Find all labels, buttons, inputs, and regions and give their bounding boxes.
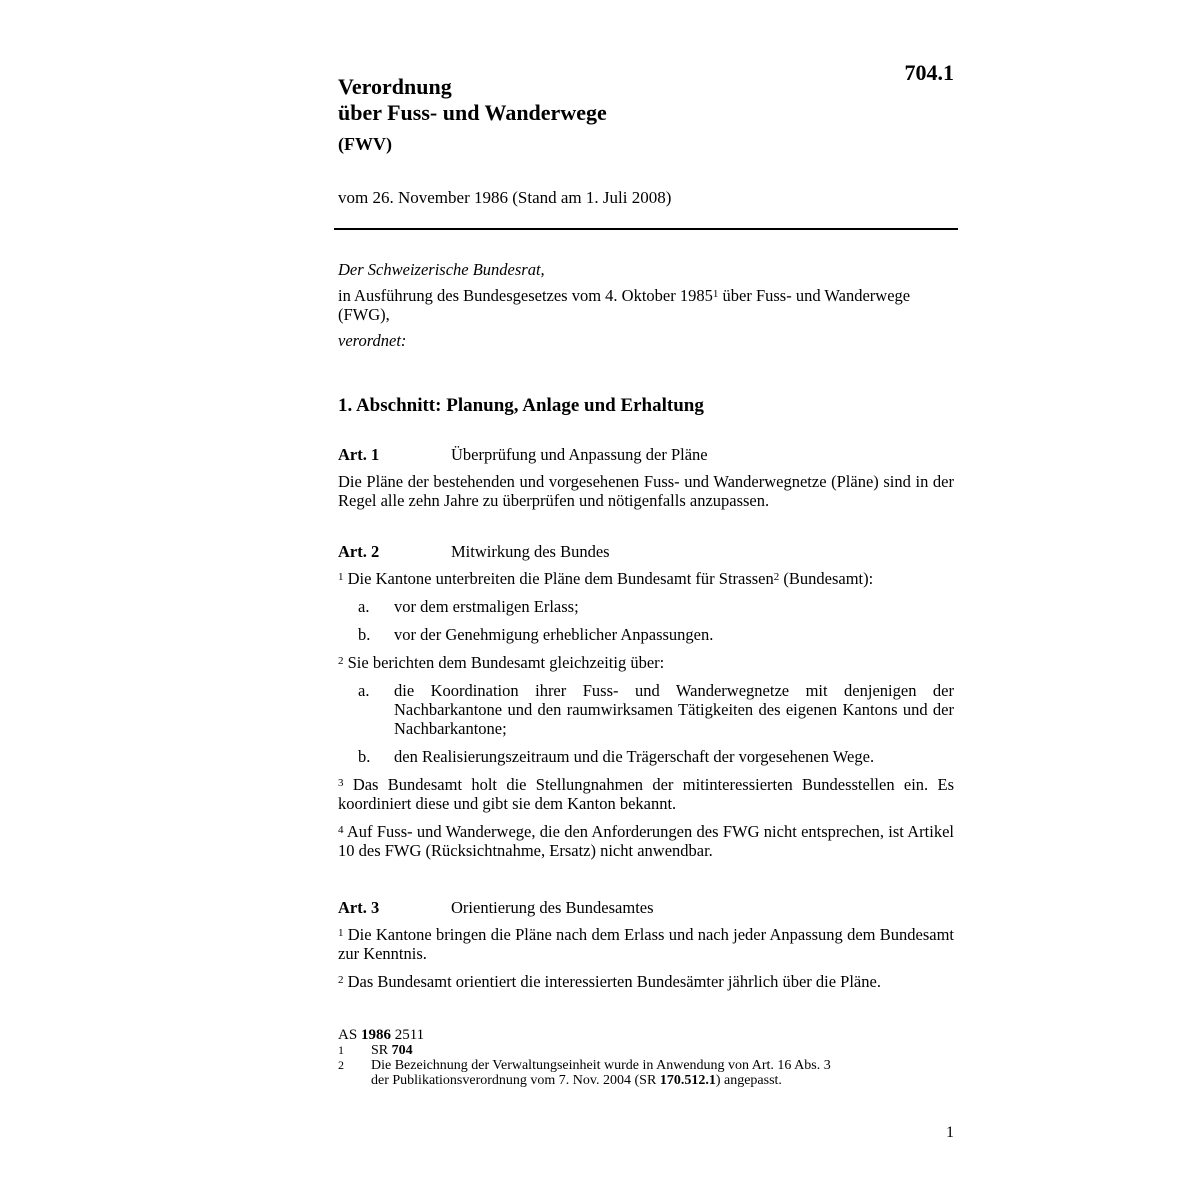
list-item — [338, 625, 954, 644]
article-1-heading — [338, 445, 954, 464]
footnote-sr-link[interactable]: 170.512.1 — [659, 1073, 716, 1088]
article-3 — [338, 898, 954, 1000]
page-number: 1 — [946, 1124, 954, 1141]
list-item — [338, 747, 954, 766]
paragraph-text: Das Bundesamt holt die Stellungnahmen der mitinteressierten Bundesstellen ein. Es koordiniert diese und gibt sie dem Kanton bekannt. — [338, 775, 954, 813]
preamble — [338, 260, 954, 357]
article-2-paragraph-1 — [338, 569, 954, 588]
paragraph-text: Die Kantone bringen die Pläne nach dem Erlass und nach jeder Anpassung dem Bundesamt zur Kenntnis. — [338, 925, 954, 963]
sr-number: 704.1 — [904, 60, 954, 85]
article-2 — [338, 542, 954, 869]
as-prefix: AS — [338, 1027, 361, 1043]
article-3-paragraph-2 — [338, 972, 954, 991]
footnote-line: Die Bezeichnung der Verwaltungseinheit wurde in Anwendung von Art. 16 Abs. 3 — [371, 1058, 831, 1073]
list-letter: b. — [358, 625, 371, 644]
footnote-line: der Publikationsverordnung vom 7. Nov. 2004 (SR — [371, 1073, 660, 1088]
article-3-title: Orientierung des Bundesamtes — [451, 898, 654, 917]
title-line-2: über Fuss- und Wanderwege — [338, 100, 607, 125]
list-letter: a. — [358, 597, 370, 616]
header-rule — [334, 228, 958, 230]
title-line-1: Verordnung — [338, 74, 452, 99]
preamble-issuer: Der Schweizerische Bundesrat, — [338, 260, 545, 279]
footnote-text — [371, 1043, 413, 1058]
article-2-title: Mitwirkung des Bundes — [451, 542, 610, 561]
article-2-paragraph-4 — [338, 822, 954, 860]
footnote-text — [371, 1058, 831, 1088]
list-item — [338, 681, 954, 738]
paragraph-text: Sie berichten dem Bundesamt gleichzeitig über: — [343, 653, 665, 672]
paragraph-number: 3 — [338, 777, 344, 789]
article-1-number: Art. 1 — [338, 445, 380, 464]
footnote-mark: 2 — [338, 1058, 344, 1072]
footnote-ref-2[interactable]: 2 — [773, 571, 780, 583]
article-2-paragraph-2 — [338, 653, 954, 672]
section-title: 1. Abschnitt: Planung, Anlage und Erhaltung — [338, 395, 704, 416]
footnote-sr-link[interactable]: 704 — [391, 1043, 413, 1058]
paragraph-text: Die Kantone unterbreiten die Pläne dem Bundesamt für Strassen — [343, 569, 774, 588]
list-letter: b. — [358, 747, 371, 766]
footnote-mark: 1 — [338, 1043, 344, 1057]
paragraph-number: 1 — [338, 571, 344, 583]
paragraph-text: Auf Fuss- und Wanderwege, die den Anforderungen des FWG nicht entsprechen, ist Artikel 10 des FWG (Rücksichtnahme, Ersatz) nicht anwendbar. — [338, 822, 954, 860]
preamble-decree: verordnet: — [338, 331, 407, 350]
title-abbreviation: (FWV) — [338, 134, 392, 154]
article-1-text: Die Pläne der bestehenden und vorgesehenen Fuss- und Wanderwegnetze (Pläne) sind in der Regel alle zehn Jahre zu überprüfen und nötigenfalls anzupassen. — [338, 472, 954, 510]
paragraph-number: 2 — [338, 655, 344, 667]
list-text: vor der Genehmigung erheblicher Anpassungen. — [394, 625, 714, 644]
article-3-paragraph-1 — [338, 925, 954, 963]
as-year: 1986 — [360, 1027, 391, 1043]
paragraph-number: 2 — [338, 974, 344, 986]
article-3-heading — [338, 898, 954, 917]
list-item — [338, 597, 954, 616]
paragraph-text: (Bundesamt): — [779, 569, 874, 588]
list-text: den Realisierungszeitraum und die Trägerschaft der vorgesehenen Wege. — [394, 747, 875, 766]
footnotes — [338, 1027, 954, 1088]
paragraph-number: 4 — [338, 824, 344, 836]
as-page: 2511 — [390, 1027, 425, 1043]
paragraph-number: 1 — [338, 927, 344, 939]
article-1-title: Überprüfung und Anpassung der Pläne — [451, 445, 708, 464]
footnote-line: ) angepasst. — [715, 1073, 782, 1088]
preamble-basis-text-1: in Ausführung des Bundesgesetzes vom 4. Oktober 1985 — [338, 286, 713, 305]
article-1 — [338, 445, 954, 519]
footnote-1 — [338, 1043, 954, 1058]
preamble-basis-text-2: über Fuss- und Wanderwege (FWG), — [338, 286, 911, 324]
list-text: vor dem erstmaligen Erlass; — [394, 597, 579, 616]
article-2-paragraph-3 — [338, 775, 954, 813]
article-3-number: Art. 3 — [338, 898, 380, 917]
list-text: die Koordination ihrer Fuss- und Wanderwegnetze mit denjenigen der Nachbarkantone und den raumwirksamen Tätigkeiten des eigenen Kantons und der Nachbarkantone; — [394, 681, 954, 738]
footnote-ref-1[interactable]: 1 — [712, 288, 719, 300]
title-block — [338, 74, 898, 156]
list-letter: a. — [358, 681, 370, 700]
preamble-basis — [338, 286, 954, 324]
footnote-prefix: SR — [371, 1043, 392, 1058]
article-2-number: Art. 2 — [338, 542, 380, 561]
as-reference — [338, 1027, 954, 1043]
article-2-heading — [338, 542, 954, 561]
paragraph-text: Das Bundesamt orientiert die interessierten Bundesämter jährlich über die Pläne. — [343, 972, 881, 991]
date-line: vom 26. November 1986 (Stand am 1. Juli 2008) — [338, 188, 672, 207]
footnote-2 — [338, 1058, 954, 1088]
